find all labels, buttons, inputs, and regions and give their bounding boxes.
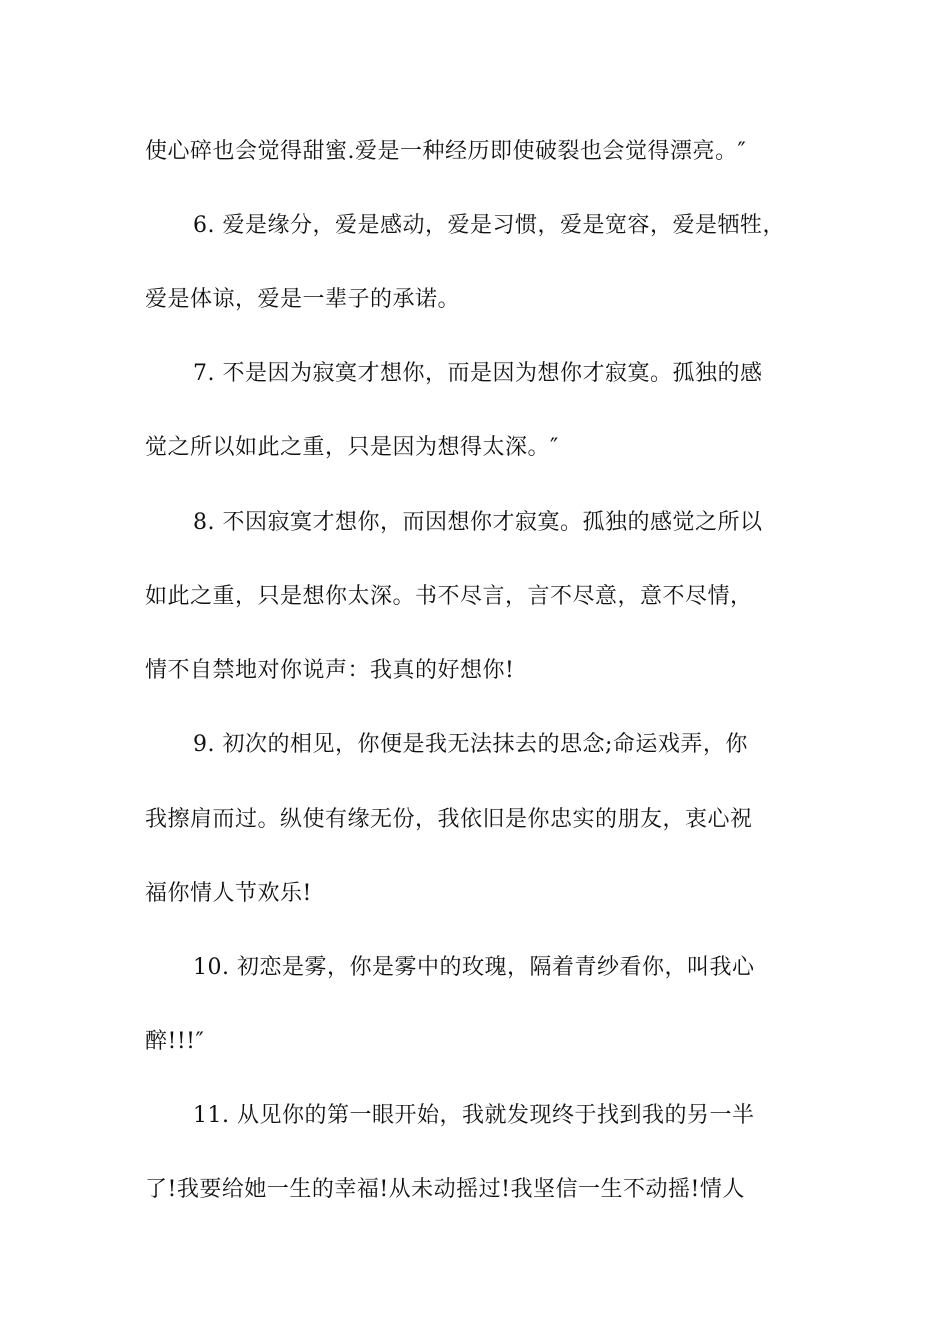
paragraph-11-line-1: 11. 从见你的第一眼开始，我就发现终于找到我的另一半 [193,1103,755,1128]
paragraph-8-line-2: 如此之重，只是想你太深。书不尽言，言不尽意，意不尽情， [145,584,753,609]
paragraph-6-line-1: 6. 爱是缘分，爱是感动，爱是习惯，爱是宽容，爱是牺牲， [193,213,785,238]
paragraph-9-line-1: 9. 初次的相见，你便是我无法抹去的思念;命运戏弄，你 [193,732,748,757]
paragraph-10-line-1: 10. 初恋是雾，你是雾中的玫瑰，隔着青纱看你，叫我心 [193,955,755,980]
paragraph-8-line-3: 情不自禁地对你说声：我真的好想你! [145,658,515,683]
paragraph-7-line-1: 7. 不是因为寂寞才想你，而是因为想你才寂寞。孤独的感 [193,361,763,386]
paragraph-11-line-2: 了!我要给她一生的幸福!从未动摇过!我坚信一生不动摇!情人 [145,1177,745,1202]
paragraph-9-line-3: 福你情人节欢乐! [145,881,312,906]
paragraph-7-line-2: 觉之所以如此之重，只是因为想得太深。″ [145,435,559,460]
text-line: 使心碎也会觉得甜蜜.爱是一种经历即使破裂也会觉得漂亮。″ [145,139,747,164]
paragraph-9-line-2: 我擦肩而过。纵使有缘无份，我依旧是你忠实的朋友，衷心祝 [145,807,753,832]
paragraph-10-line-2: 醉!!!″ [145,1029,205,1054]
paragraph-6-line-2: 爱是体谅，爱是一辈子的承诺。 [145,287,461,312]
paragraph-8-line-1: 8. 不因寂寞才想你，而因想你才寂寞。孤独的感觉之所以 [193,510,763,535]
